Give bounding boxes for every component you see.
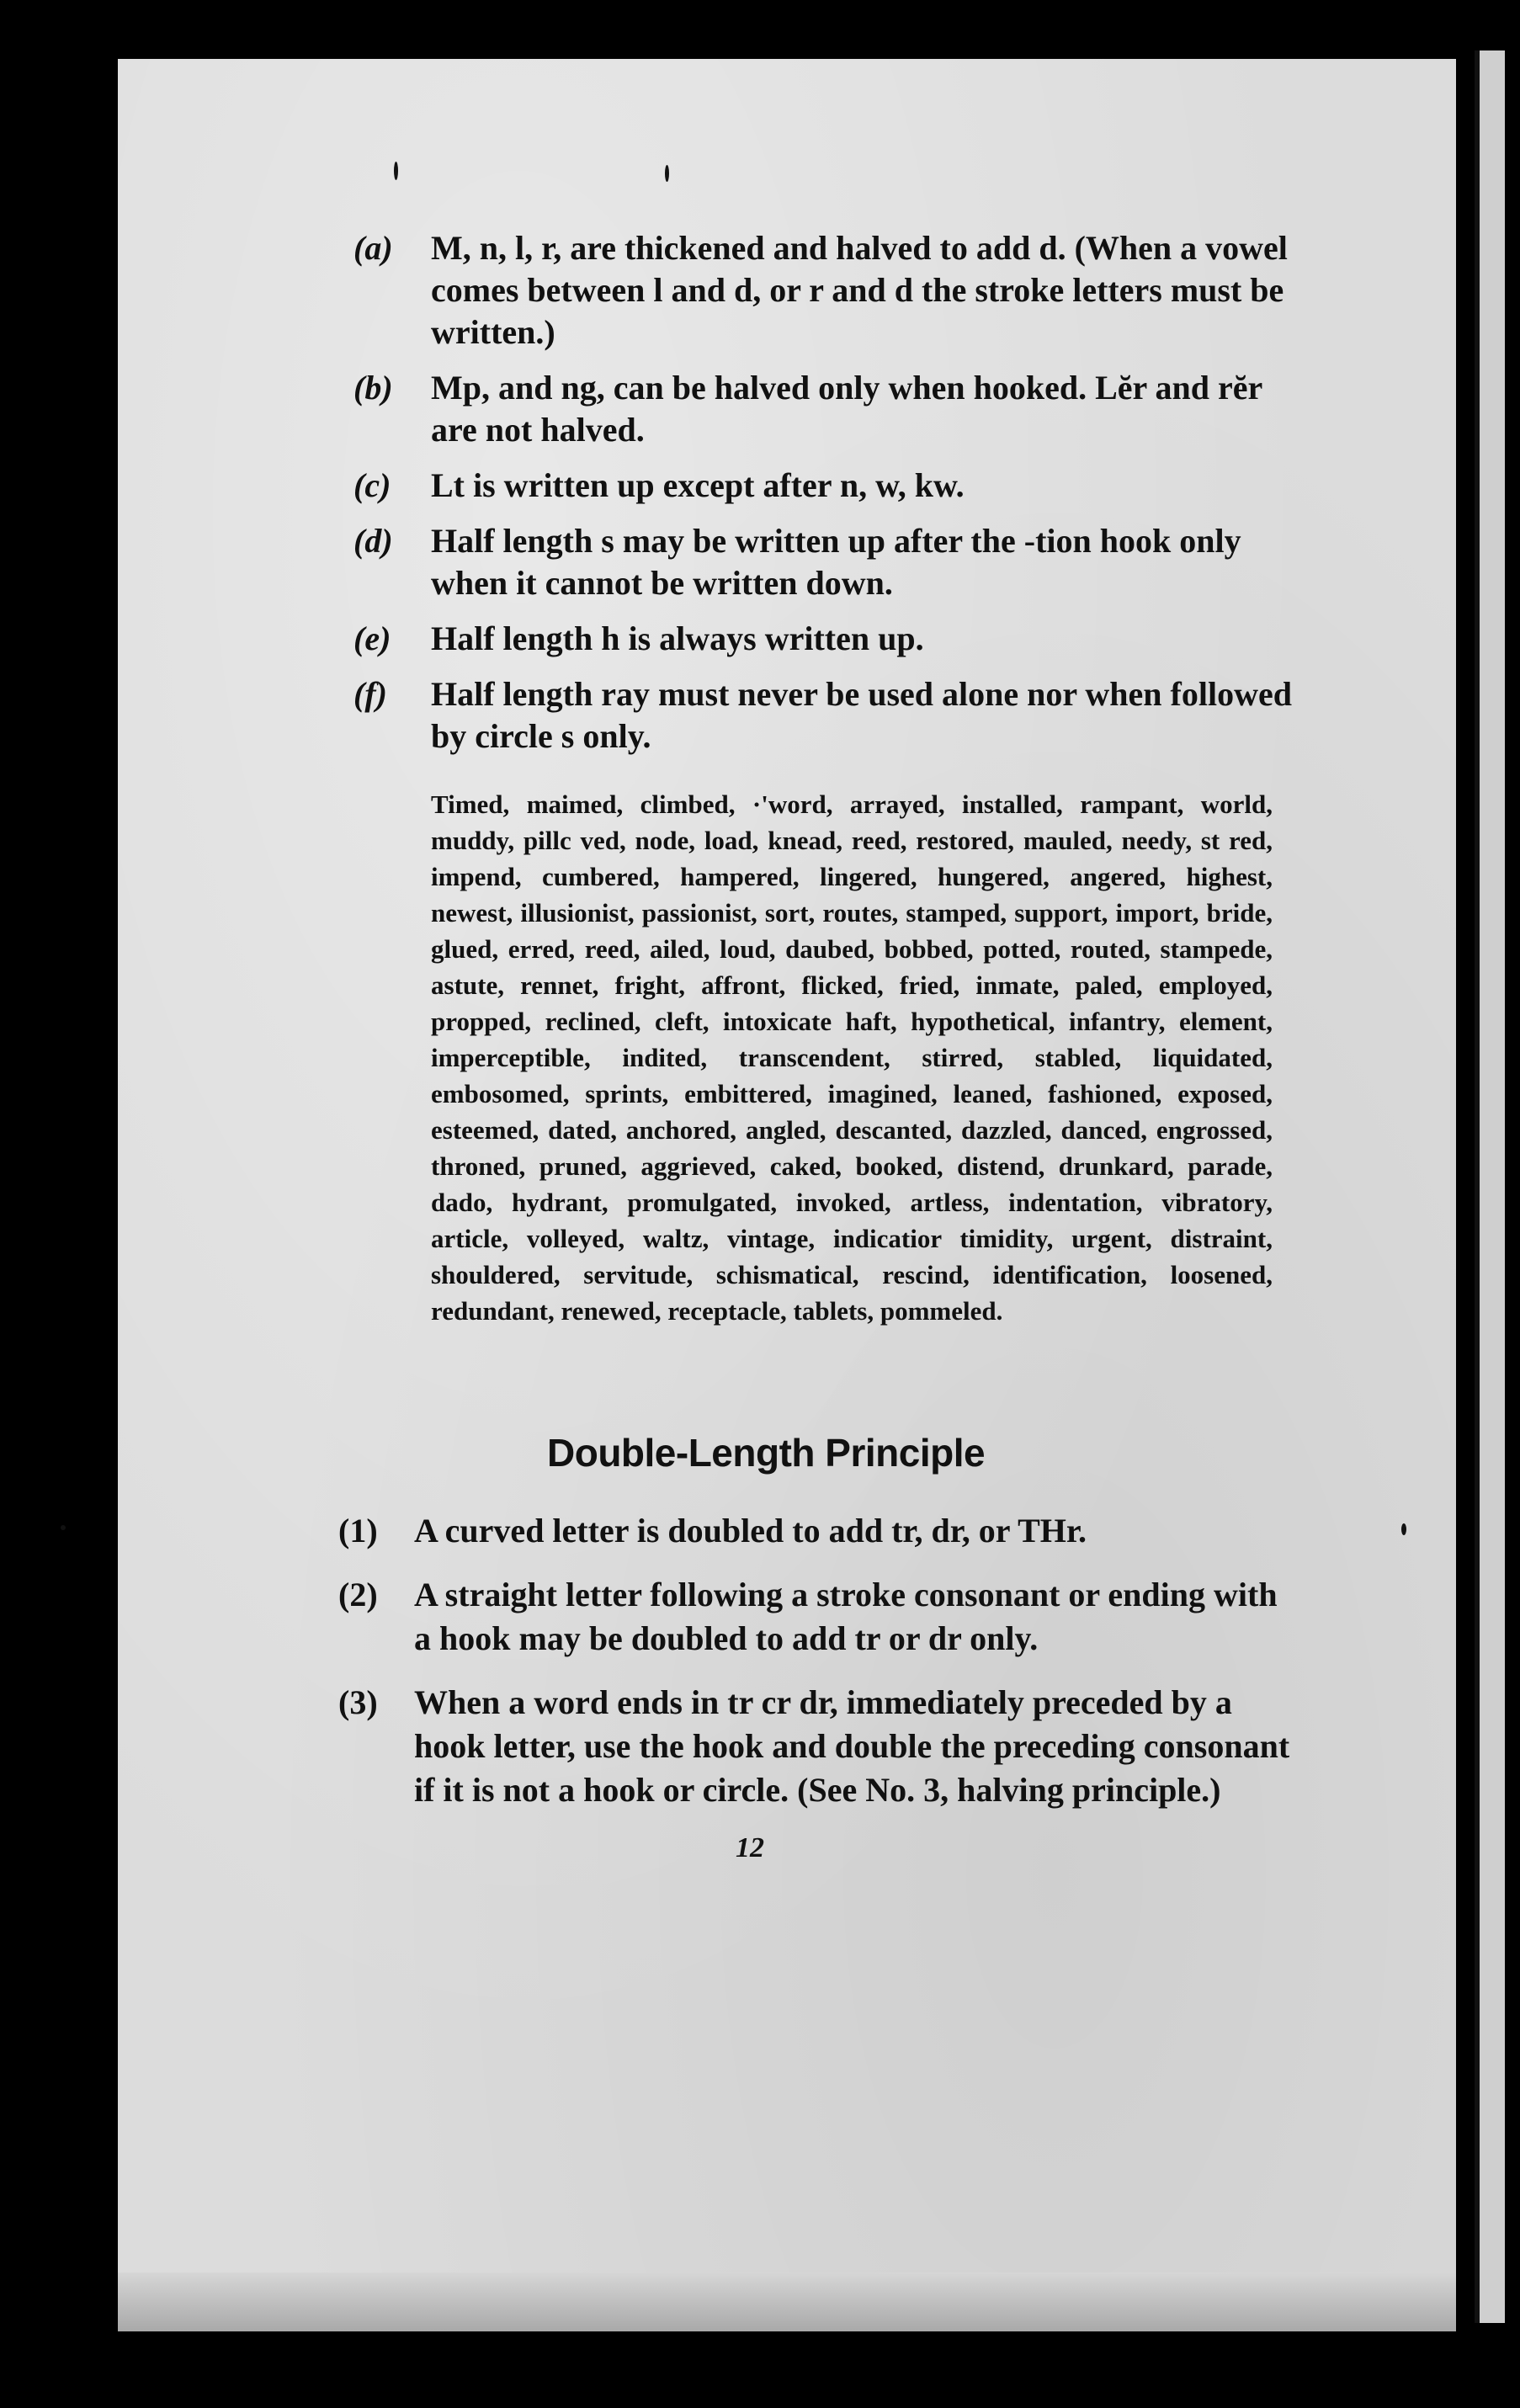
principle-text: When a word ends in tr cr dr, immediately preceded by a hook letter, use the hook and double the preceding consonant if it is not a hook or circle. (See No. 3, halving principle.) [414,1683,1290,1809]
rule-marker: (c) [353,466,391,504]
principle-number: (1) [338,1512,378,1550]
halving-rule [353,673,1296,757]
rule-marker: (b) [353,369,393,407]
dust-speck [394,162,398,180]
rule-text: Half length h is always written up. [431,619,924,657]
dust-speck [665,165,669,182]
halving-rule [353,520,1296,604]
halving-rule [353,367,1296,451]
halving-rule [353,465,1296,507]
page-bottom-shadow [118,2272,1456,2331]
rule-marker: (f) [353,675,387,713]
rule-text: Half length ray must never be used alone nor when followed by circle s only. [431,675,1292,755]
section-heading: Double-Length Principle [547,1431,986,1475]
rule-text: Lt is written up except after n, w, kw. [431,466,965,504]
principle-item [338,1509,1296,1553]
rule-text: Half length s may be written up after the -tion hook only when it cannot be written down. [431,522,1241,602]
rule-marker: (d) [353,522,393,560]
halving-rule [353,227,1296,353]
next-page-edge [1475,50,1505,2323]
principle-item [338,1573,1296,1661]
principle-item [338,1681,1296,1812]
rule-marker: (a) [353,229,393,267]
page-content [338,227,1296,1864]
practice-word-list: Timed, maimed, climbed, ·'word, arrayed, installed, rampant, world, muddy, pillc ved, node, load, knead, reed, restored, mauled, needy, st red, impend, cumbered, hampered, lingered, hungered, angered, highest, newest, illusionist, passionist, sort, routes, stamped, support, import, bride, glued, erred, reed, ailed, loud, daubed, bobbed, potted, routed, stampede, astute, rennet, fright, affront, flicked, fried, inmate, paled, employed, propped, reclined, cleft, intoxicate haft, hypothetical, infantry, element, imperceptible, indited, transcendent, stirred, stabled, liquidated, embosomed, sprints, embittered, imagined, leaned, fashioned, exposed, esteemed, dated, anchored, angled, descanted, dazzled, danced, engrossed, throned, pruned, aggrieved, caked, booked, distend, drunkard, parade, dado, hydrant, promulgated, invoked, artless, indentation, vibratory, article, volleyed, waltz, vintage, indicatior timidity, urgent, distraint, shouldered, servitude, schismatical, rescind, identification, loosened, redundant, renewed, receptacle, tablets, pommeled. [431,789,1273,1326]
halving-rule [353,618,1296,660]
rule-text: M, n, l, r, are thickened and halved to add d. (When a vowel comes between l and d, or r and d the stroke letters must be written.) [431,229,1288,351]
page-number: 12 [736,1832,764,1863]
principle-text: A curved letter is doubled to add tr, dr, or THr. [414,1512,1087,1550]
double-length-principles [338,1509,1296,1812]
dust-speck [1401,1523,1406,1535]
dust-speck [61,1525,66,1530]
principle-number: (3) [338,1683,378,1721]
principle-number: (2) [338,1576,378,1613]
rule-text: Mp, and ng, can be halved only when hooked. Lĕr and rĕr are not halved. [431,369,1262,449]
principle-text: A straight letter following a stroke consonant or ending with a hook may be doubled to add tr or dr only. [414,1576,1278,1657]
rule-marker: (e) [353,619,391,657]
